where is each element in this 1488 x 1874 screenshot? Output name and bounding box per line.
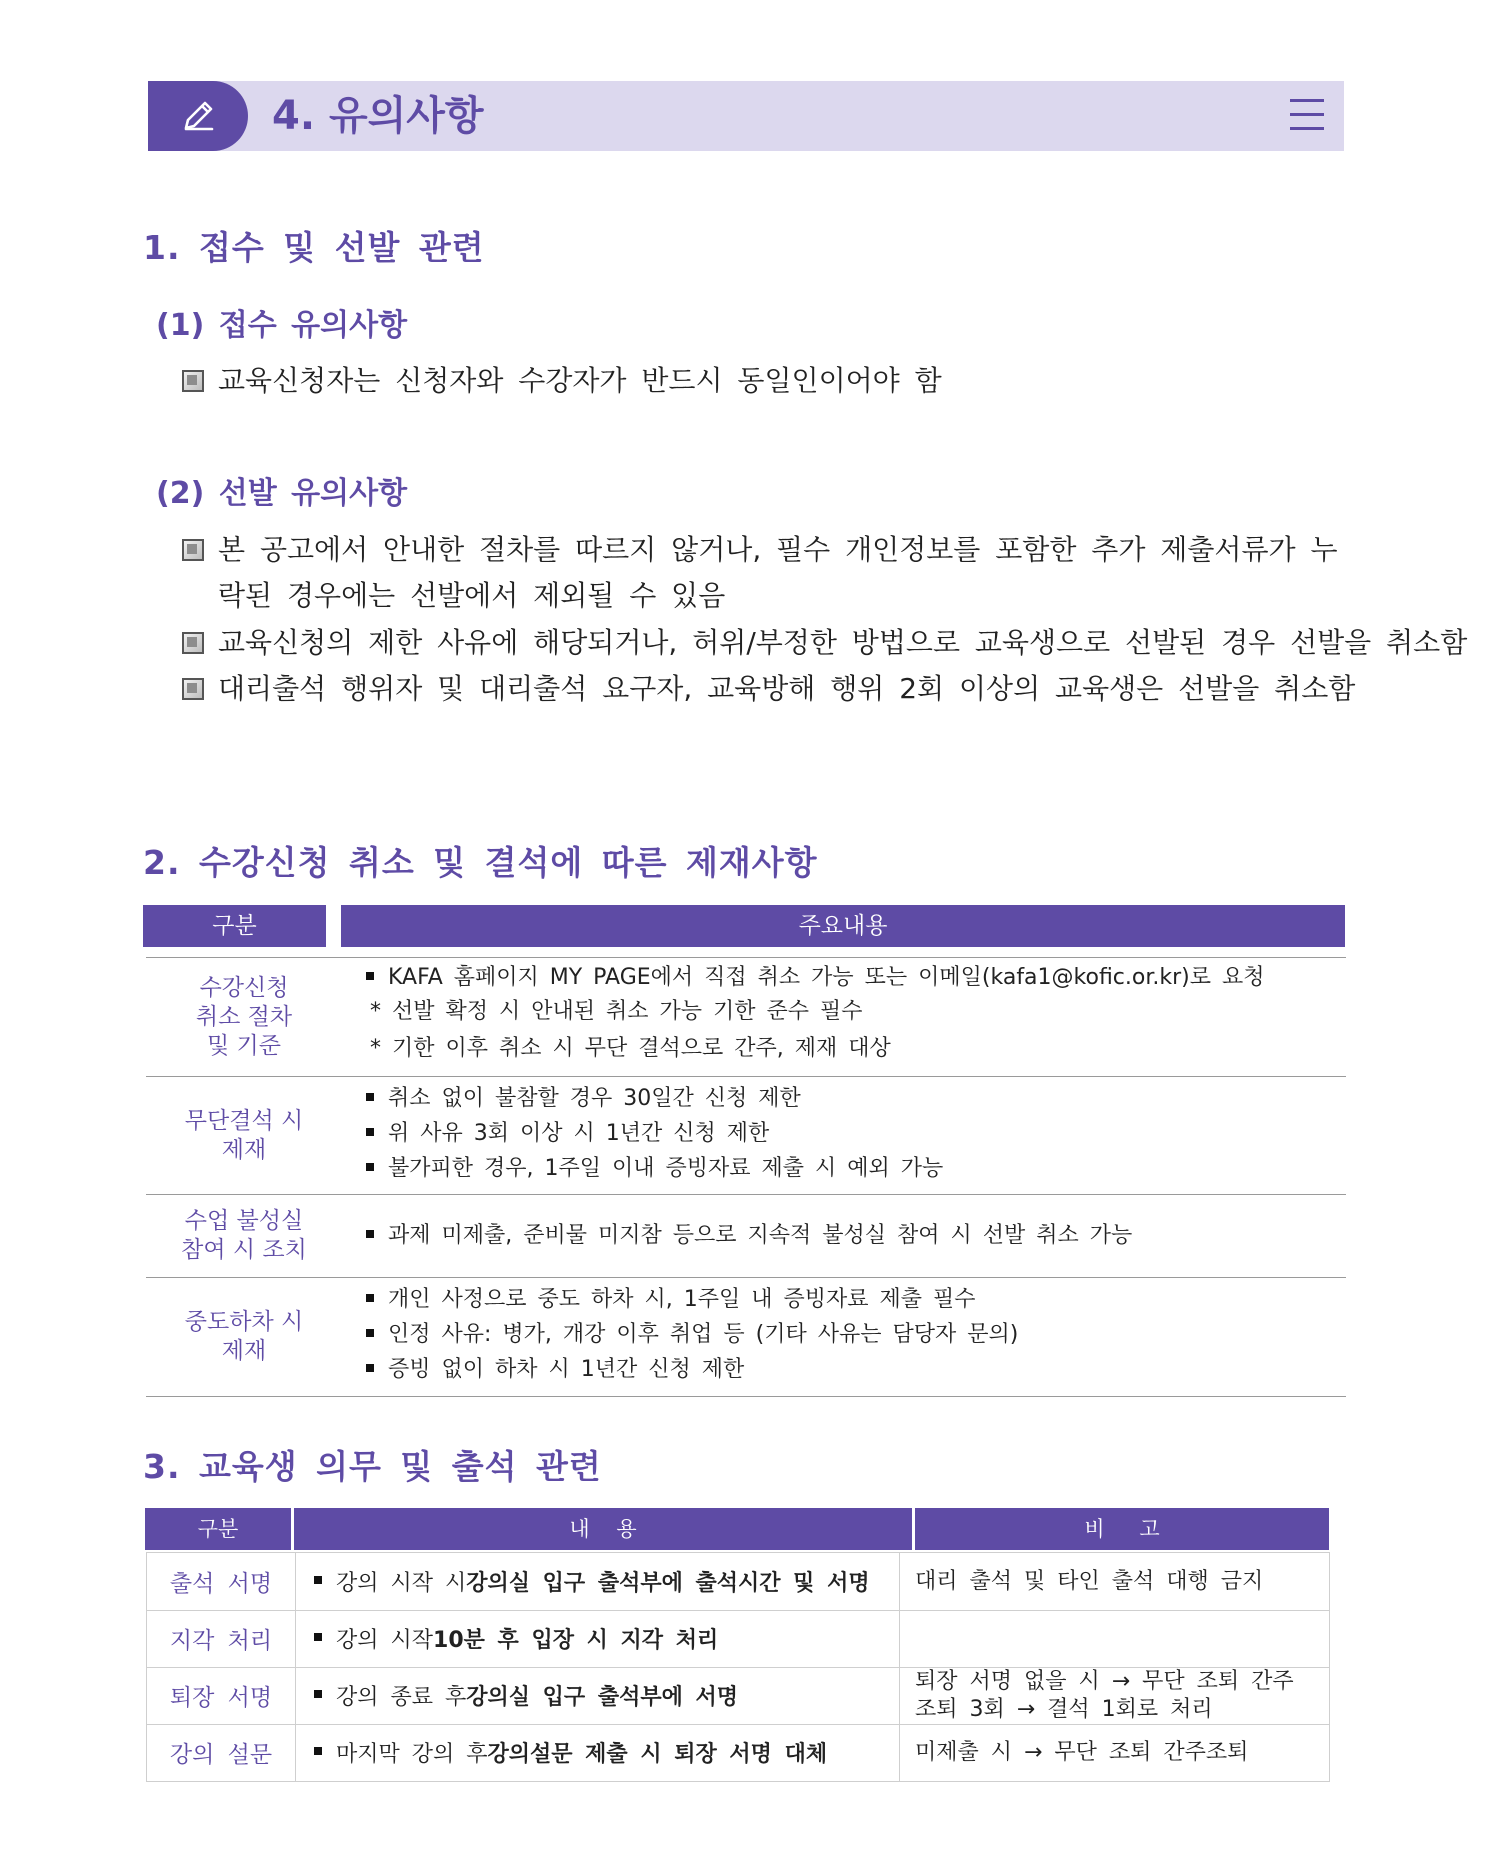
list-item: 교육신청자는 신청자와 수강자가 반드시 동일인이어야 함 xyxy=(182,358,942,404)
table-row: 출석 서명 강의 시작 시 강의실 입구 출석부에 출석시간 및 서명 대리 출석 및 타인 출석 대행 금지 xyxy=(147,1553,1329,1611)
row-content: 개인 사정으로 중도 하차 시, 1주일 내 증빙자료 제출 필수 인정 사유: 병가, 개강 이후 취업 등 (기타 사유는 담당자 문의) 증빙 없이 하차 시 1년간 신청 제한 xyxy=(366,1282,1018,1387)
checkbox-bullet-icon xyxy=(182,539,204,561)
table2-header-note: 비 고 xyxy=(915,1508,1329,1550)
table-row: 강의 설문 마지막 강의 후 강의설문 제출 시 퇴장 서명 대체 미제출 시 → 무단 조퇴 간주조퇴 xyxy=(147,1724,1329,1781)
table-row: 지각 처리 강의 시작 10분 후 입장 시 지각 처리 xyxy=(147,1610,1329,1668)
checkbox-bullet-icon xyxy=(182,632,204,654)
square-bullet-icon xyxy=(314,1690,322,1698)
table-row xyxy=(146,1278,1346,1397)
table-row: 퇴장 서명 강의 종료 후 강의실 입구 출석부에 서명 퇴장 서명 없을 시 → 무단 조퇴 간주 조퇴 3회 → 결석 1회로 처리 xyxy=(147,1667,1329,1725)
square-bullet-icon xyxy=(314,1576,322,1584)
menu-icon[interactable] xyxy=(1290,99,1324,133)
pencil-icon xyxy=(178,96,218,136)
page-title: 4. 유의사항 xyxy=(272,93,484,139)
table1-header-category: 구분 xyxy=(143,905,326,947)
table2-header-category: 구분 xyxy=(145,1508,291,1550)
table2 xyxy=(146,1552,1330,1782)
square-bullet-icon xyxy=(366,1128,374,1136)
square-bullet-icon xyxy=(366,1329,374,1337)
section3-title: 3. 교육생 의무 및 출석 관련 xyxy=(143,1447,602,1486)
table2-header-content: 내 용 xyxy=(294,1508,912,1550)
row-content: 취소 없이 불참할 경우 30일간 신청 제한 위 사유 3회 이상 시 1년간 신청 제한 불가피한 경우, 1주일 이내 증빙자료 제출 시 예외 가능 xyxy=(366,1081,943,1186)
list-item: 대리출석 행위자 및 대리출석 요구자, 교육방해 행위 2회 이상의 교육생은 선발을 취소함 xyxy=(182,666,1355,712)
row-content: 과제 미제출, 준비물 미지참 등으로 지속적 불성실 참여 시 선발 취소 가능 xyxy=(366,1218,1132,1253)
square-bullet-icon xyxy=(366,1093,374,1101)
square-bullet-icon xyxy=(366,1163,374,1171)
sub1-title: (1) 접수 유의사항 xyxy=(156,308,408,343)
list-item: 본 공고에서 안내한 절차를 따르지 않거나, 필수 개인정보를 포함한 추가 제출서류가 누 락된 경우에는 선발에서 제외될 수 있음 xyxy=(182,527,1354,619)
list-item: 교육신청의 제한 사유에 해당되거나, 허위/부정한 방법으로 교육생으로 선발된 경우 선발을 취소함 xyxy=(182,620,1467,666)
row-label: 수강신청 취소 절차 및 기준 xyxy=(195,974,293,1059)
square-bullet-icon xyxy=(314,1747,322,1755)
header-icon-box xyxy=(148,81,248,151)
checkbox-bullet-icon xyxy=(182,370,204,392)
row-label: 중도하차 시 제재 xyxy=(184,1309,304,1364)
section2-title: 2. 수강신청 취소 및 결석에 따른 제재사항 xyxy=(143,843,818,882)
table-row xyxy=(146,958,1346,1077)
row-label: 수업 불성실 참여 시 조치 xyxy=(181,1208,307,1263)
section1-title: 1. 접수 및 선발 관련 xyxy=(143,228,485,267)
row-content: KAFA 홈페이지 MY PAGE에서 직접 취소 가능 또는 이메일(kafa1@kofic.or.kr)로 요청 * 선발 확정 시 안내된 취소 가능 기한 준수 필수 * 기한 이후 취소 시 무단 결석으로 간주, 제재 대상 xyxy=(366,960,1265,1069)
square-bullet-icon xyxy=(366,1294,374,1302)
square-bullet-icon xyxy=(314,1633,322,1641)
table-row xyxy=(146,1195,1346,1278)
square-bullet-icon xyxy=(366,1230,374,1238)
row-label: 무단결석 시 제재 xyxy=(184,1107,304,1163)
table1-header-content: 주요내용 xyxy=(341,905,1345,947)
square-bullet-icon xyxy=(366,1364,374,1372)
square-bullet-icon xyxy=(366,972,374,980)
table-row xyxy=(146,1077,1346,1195)
checkbox-bullet-icon xyxy=(182,678,204,700)
sub2-title: (2) 선발 유의사항 xyxy=(156,476,408,511)
